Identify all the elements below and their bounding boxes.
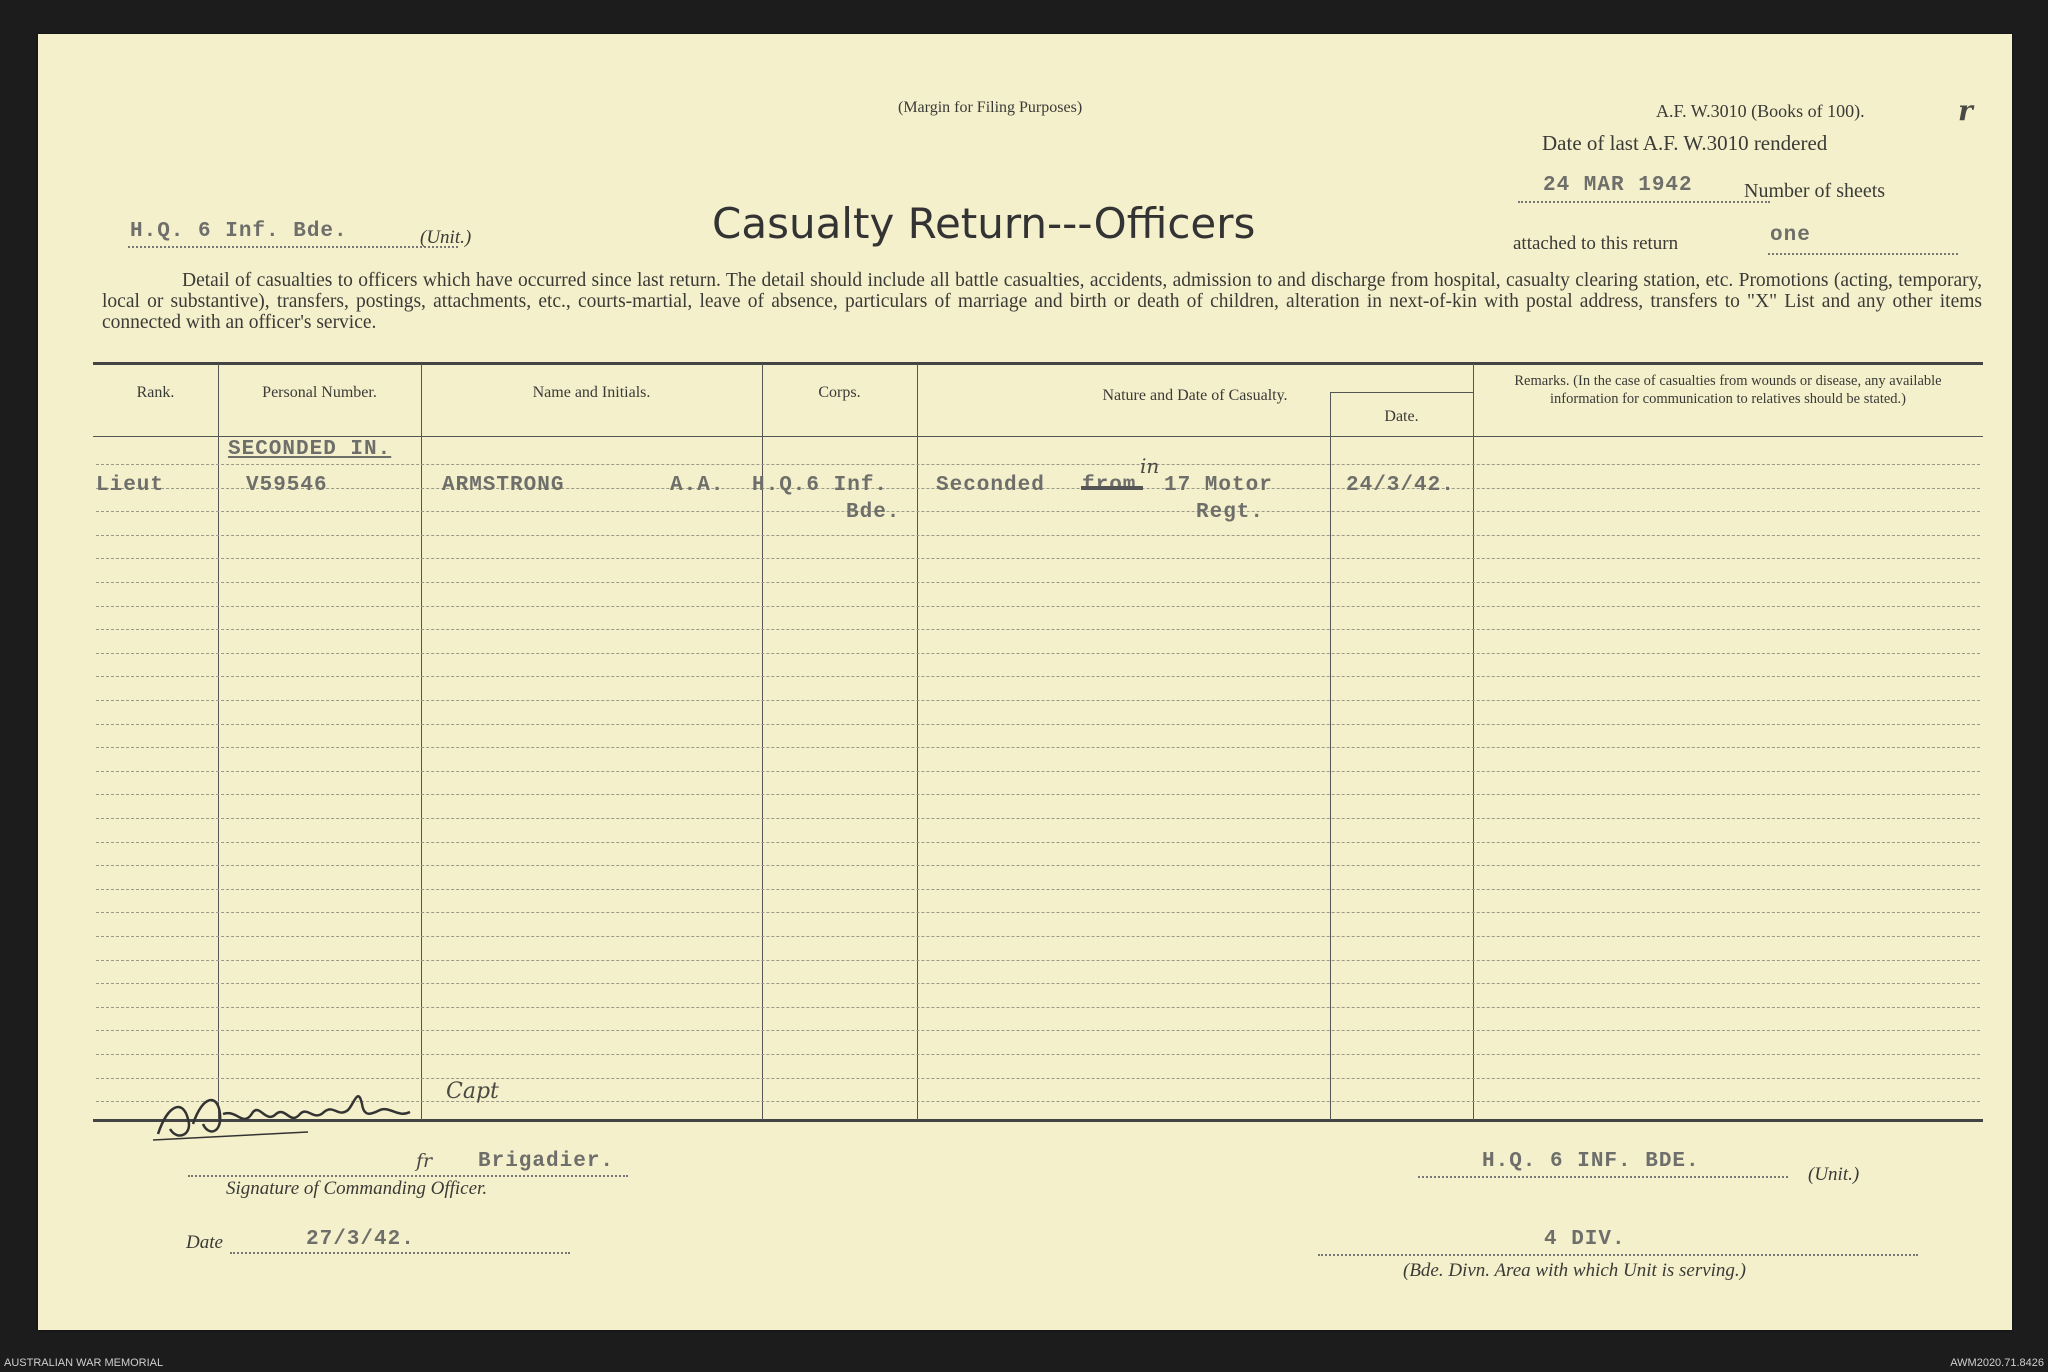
ruled-line xyxy=(96,535,1980,536)
cell-date: 24/3/42. xyxy=(1346,474,1455,497)
form-title: Casualty Return---Officers xyxy=(712,199,1256,248)
ruled-line xyxy=(96,558,1980,559)
signature-line xyxy=(188,1175,628,1177)
ruled-line xyxy=(96,936,1980,937)
ruled-line xyxy=(96,865,1980,866)
ruled-line xyxy=(96,582,1980,583)
instructions: Detail of casualties to officers which have occurred since last return. The detail should include all battle casualties, accidents, admission to and discharge from hospital, casualty clearing station, etc. Promotions (acting, temporary, local or substantive), transfers, postings, attachments, etc., courts-martial, leave of absence, particulars of marriage and birth or death of children, alteration in next-of-kin with postal address, transfers to "X" List and any other items connected with an officer's service. xyxy=(102,270,1982,333)
ruled-line xyxy=(96,842,1980,843)
sheets-value: one xyxy=(1770,224,1811,247)
ruled-line xyxy=(96,511,1980,512)
ruled-line xyxy=(96,747,1980,748)
date-last-value: 24 MAR 1942 xyxy=(1543,174,1693,197)
ruled-line xyxy=(96,724,1980,725)
signature-capt: Capt xyxy=(446,1079,499,1104)
ruled-line xyxy=(96,818,1980,819)
footer-right: AWM2020.71.8426 xyxy=(1950,1357,2044,1369)
header-name: Name and Initials. xyxy=(532,384,651,401)
signature-unit-label: (Unit.) xyxy=(1808,1164,1860,1185)
ruled-line xyxy=(96,1007,1980,1008)
strike-out xyxy=(1081,486,1143,490)
signature-label: Signature of Commanding Officer. xyxy=(226,1178,488,1199)
date-last-label: Date of last A.F. W.3010 rendered xyxy=(1542,131,1828,155)
header-date: Date. xyxy=(1384,408,1419,425)
ruled-line xyxy=(96,606,1980,607)
unit-value: H.Q. 6 Inf. Bde. xyxy=(130,220,348,243)
cell-corps-line2: Bde. xyxy=(846,501,901,524)
ruled-line xyxy=(96,629,1980,630)
cell-nature-word: Seconded xyxy=(936,474,1045,497)
cell-initials: A.A. xyxy=(670,474,725,497)
cell-corps-line1: H.Q.6 Inf. xyxy=(752,474,889,497)
number-sheets-label: Number of sheets xyxy=(1744,180,1886,202)
ruled-line xyxy=(96,464,1980,465)
ruled-line xyxy=(96,771,1980,772)
signature-unit-value: H.Q. 6 INF. BDE. xyxy=(1482,1150,1700,1173)
header-personal-number: Personal Number. xyxy=(262,384,377,401)
sheets-line xyxy=(1768,253,1958,255)
date-value: 27/3/42. xyxy=(306,1228,415,1251)
cell-nature-insert: in xyxy=(1140,454,1160,478)
form-number: A.F. W.3010 (Books of 100). xyxy=(1656,101,1865,121)
ruled-line xyxy=(96,983,1980,984)
signature-scribble xyxy=(148,1074,478,1154)
ruled-line xyxy=(96,1030,1980,1031)
margin-note: (Margin for Filing Purposes) xyxy=(898,99,1083,116)
ruled-line xyxy=(96,700,1980,701)
header-nature: Nature and Date of Casualty. xyxy=(1102,387,1288,404)
col-divider-date xyxy=(1330,392,1331,1120)
cell-surname: ARMSTRONG xyxy=(442,474,565,497)
area-line xyxy=(1318,1254,1918,1256)
signature-rank: Brigadier. xyxy=(478,1150,615,1173)
corner-mark: r xyxy=(1958,94,1973,127)
ruled-line xyxy=(96,794,1980,795)
unit-line xyxy=(128,246,458,248)
ruled-line xyxy=(96,1054,1980,1055)
area-label: (Bde. Divn. Area with which Unit is serving.) xyxy=(1403,1260,1747,1281)
unit-label: (Unit.) xyxy=(420,227,472,248)
cell-nature-rest: 17 Motor xyxy=(1164,474,1273,497)
unit-sign-line xyxy=(1418,1176,1788,1178)
attached-label: attached to this return xyxy=(1513,233,1679,254)
date-line xyxy=(230,1252,570,1254)
area-value: 4 DIV. xyxy=(1544,1228,1626,1251)
ruled-line xyxy=(96,912,1980,913)
header-corps: Corps. xyxy=(818,384,861,401)
ruled-line xyxy=(96,960,1980,961)
header-bottom-rule xyxy=(93,436,1983,437)
cell-personal-number: V59546 xyxy=(246,474,328,497)
footer-left: AUSTRALIAN WAR MEMORIAL xyxy=(4,1357,164,1369)
header-remarks: Remarks. (In the case of casualties from wounds or disease, any available information for communication to relatives should be stated.) xyxy=(1514,373,1942,407)
cell-nature-line2: Regt. xyxy=(1196,501,1265,524)
date-last-line xyxy=(1518,201,1770,203)
seconded-annotation: SECONDED IN. xyxy=(228,438,392,461)
signature-pp: fr xyxy=(416,1150,433,1172)
form-sheet xyxy=(38,34,2012,1330)
table-top-rule xyxy=(93,362,1983,365)
cell-rank: Lieut xyxy=(96,474,165,497)
date-label: Date xyxy=(186,1232,223,1253)
header-rank: Rank. xyxy=(136,384,175,401)
ruled-line xyxy=(96,676,1980,677)
ruled-line xyxy=(96,653,1980,654)
ruled-line xyxy=(96,889,1980,890)
